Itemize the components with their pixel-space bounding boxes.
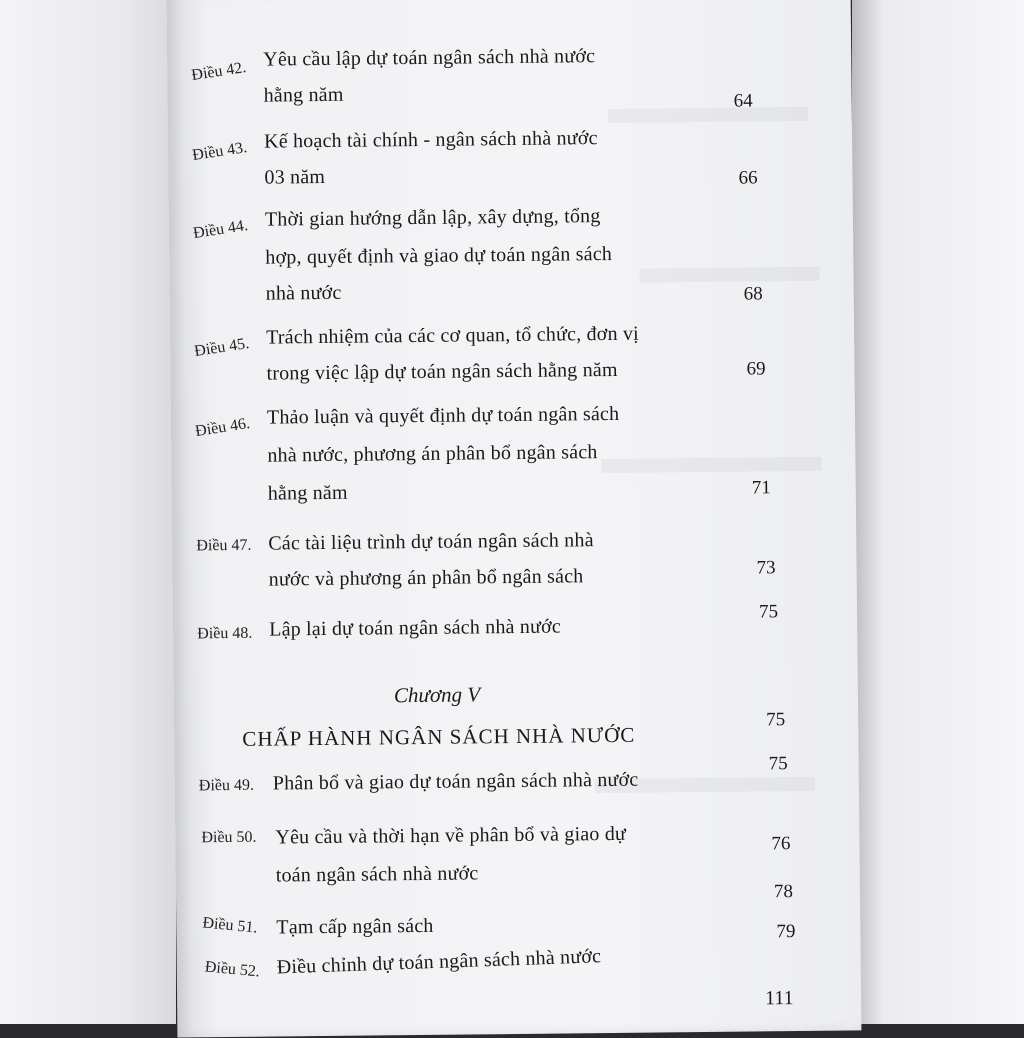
entry-title-line: nhà nước, phương án phân bổ ngân sách [267, 441, 598, 467]
entry-page-number: 75 [768, 753, 788, 775]
entry-page-number: 79 [776, 921, 796, 943]
article-number: Điều 48. [197, 624, 253, 643]
entry-title-line: Yêu cầu lập dự toán ngân sách nhà nước [263, 45, 596, 71]
entry-title-line: Yêu cầu và thời hạn về phân bổ và giao dự [275, 822, 627, 849]
entry-page-number: 66 [738, 167, 758, 189]
entry-title-line: Trách nhiệm của các cơ quan, tổ chức, đơn vị [266, 322, 639, 349]
entry-title-line: Các tài liệu trình dự toán ngân sách nhà [268, 529, 594, 555]
chapter-label: Chương V [393, 682, 481, 708]
bleed-through-mark [608, 107, 808, 123]
entry-title-line: nước và phương án phân bổ ngân sách [268, 565, 584, 591]
entry-title-line: Thời gian hướng dẫn lập, xây dựng, tổng [264, 205, 601, 231]
chapter-page-number: 75 [766, 709, 786, 731]
entry-page-number: 69 [746, 358, 766, 380]
entry-title-line: nhà nước [265, 281, 342, 305]
entry-title-line: Phân bổ và giao dự toán ngân sách nhà nước [272, 768, 639, 795]
article-number: Điều 42. [190, 59, 248, 85]
entry-title-line: Điều chỉnh dự toán ngân sách nhà nước [276, 945, 602, 979]
bleed-through-mark [601, 457, 821, 473]
book-right-edge [852, 0, 1024, 1024]
article-number: Điều 43. [191, 139, 249, 165]
article-number: Điều 44. [191, 217, 250, 243]
article-number: Điều 46. [194, 415, 252, 441]
entry-title-line: hằng năm [263, 83, 344, 107]
article-number: Điều 51. [201, 914, 259, 937]
entry-title-line: Tạm cấp ngân sách [276, 914, 434, 939]
article-number: Điều 45. [193, 335, 251, 361]
article-number: Điều 50. [201, 828, 257, 847]
entry-page-number: 78 [773, 881, 794, 903]
entry-title-line: hằng năm [267, 481, 348, 505]
page-folio-number: 111 [764, 987, 794, 1010]
entry-page-number: 64 [733, 90, 753, 112]
entry-title-line: Lập lại dự toán ngân sách nhà nước [269, 615, 562, 641]
book-page [167, 0, 862, 1038]
chapter-title: CHẤP HÀNH NGÂN SÁCH NHÀ NƯỚC [242, 722, 636, 751]
entry-page-number: 68 [743, 283, 763, 305]
entry-page-number: 75 [758, 601, 779, 623]
entry-title-line: toán ngân sách nhà nước [275, 862, 479, 887]
entry-page-number: 76 [771, 833, 791, 855]
article-number: Điều 52. [204, 958, 261, 981]
entry-title-line: hợp, quyết định và giao dự toán ngân sách [265, 242, 613, 269]
article-number: Điều 47. [196, 536, 252, 555]
entry-page-number: 73 [756, 557, 776, 579]
entry-title-line: trong việc lập dự toán ngân sách hằng năm [266, 358, 618, 385]
bleed-through-mark [639, 267, 819, 283]
entry-page-number: 71 [751, 477, 771, 499]
book-left-edge [0, 0, 176, 1024]
entry-title-line: 03 năm [264, 165, 326, 189]
article-number: Điều 49. [198, 776, 255, 795]
entry-title-line: Kế hoạch tài chính - ngân sách nhà nước [263, 127, 598, 153]
entry-title-line: Thảo luận và quyết định dự toán ngân sách [266, 402, 620, 429]
